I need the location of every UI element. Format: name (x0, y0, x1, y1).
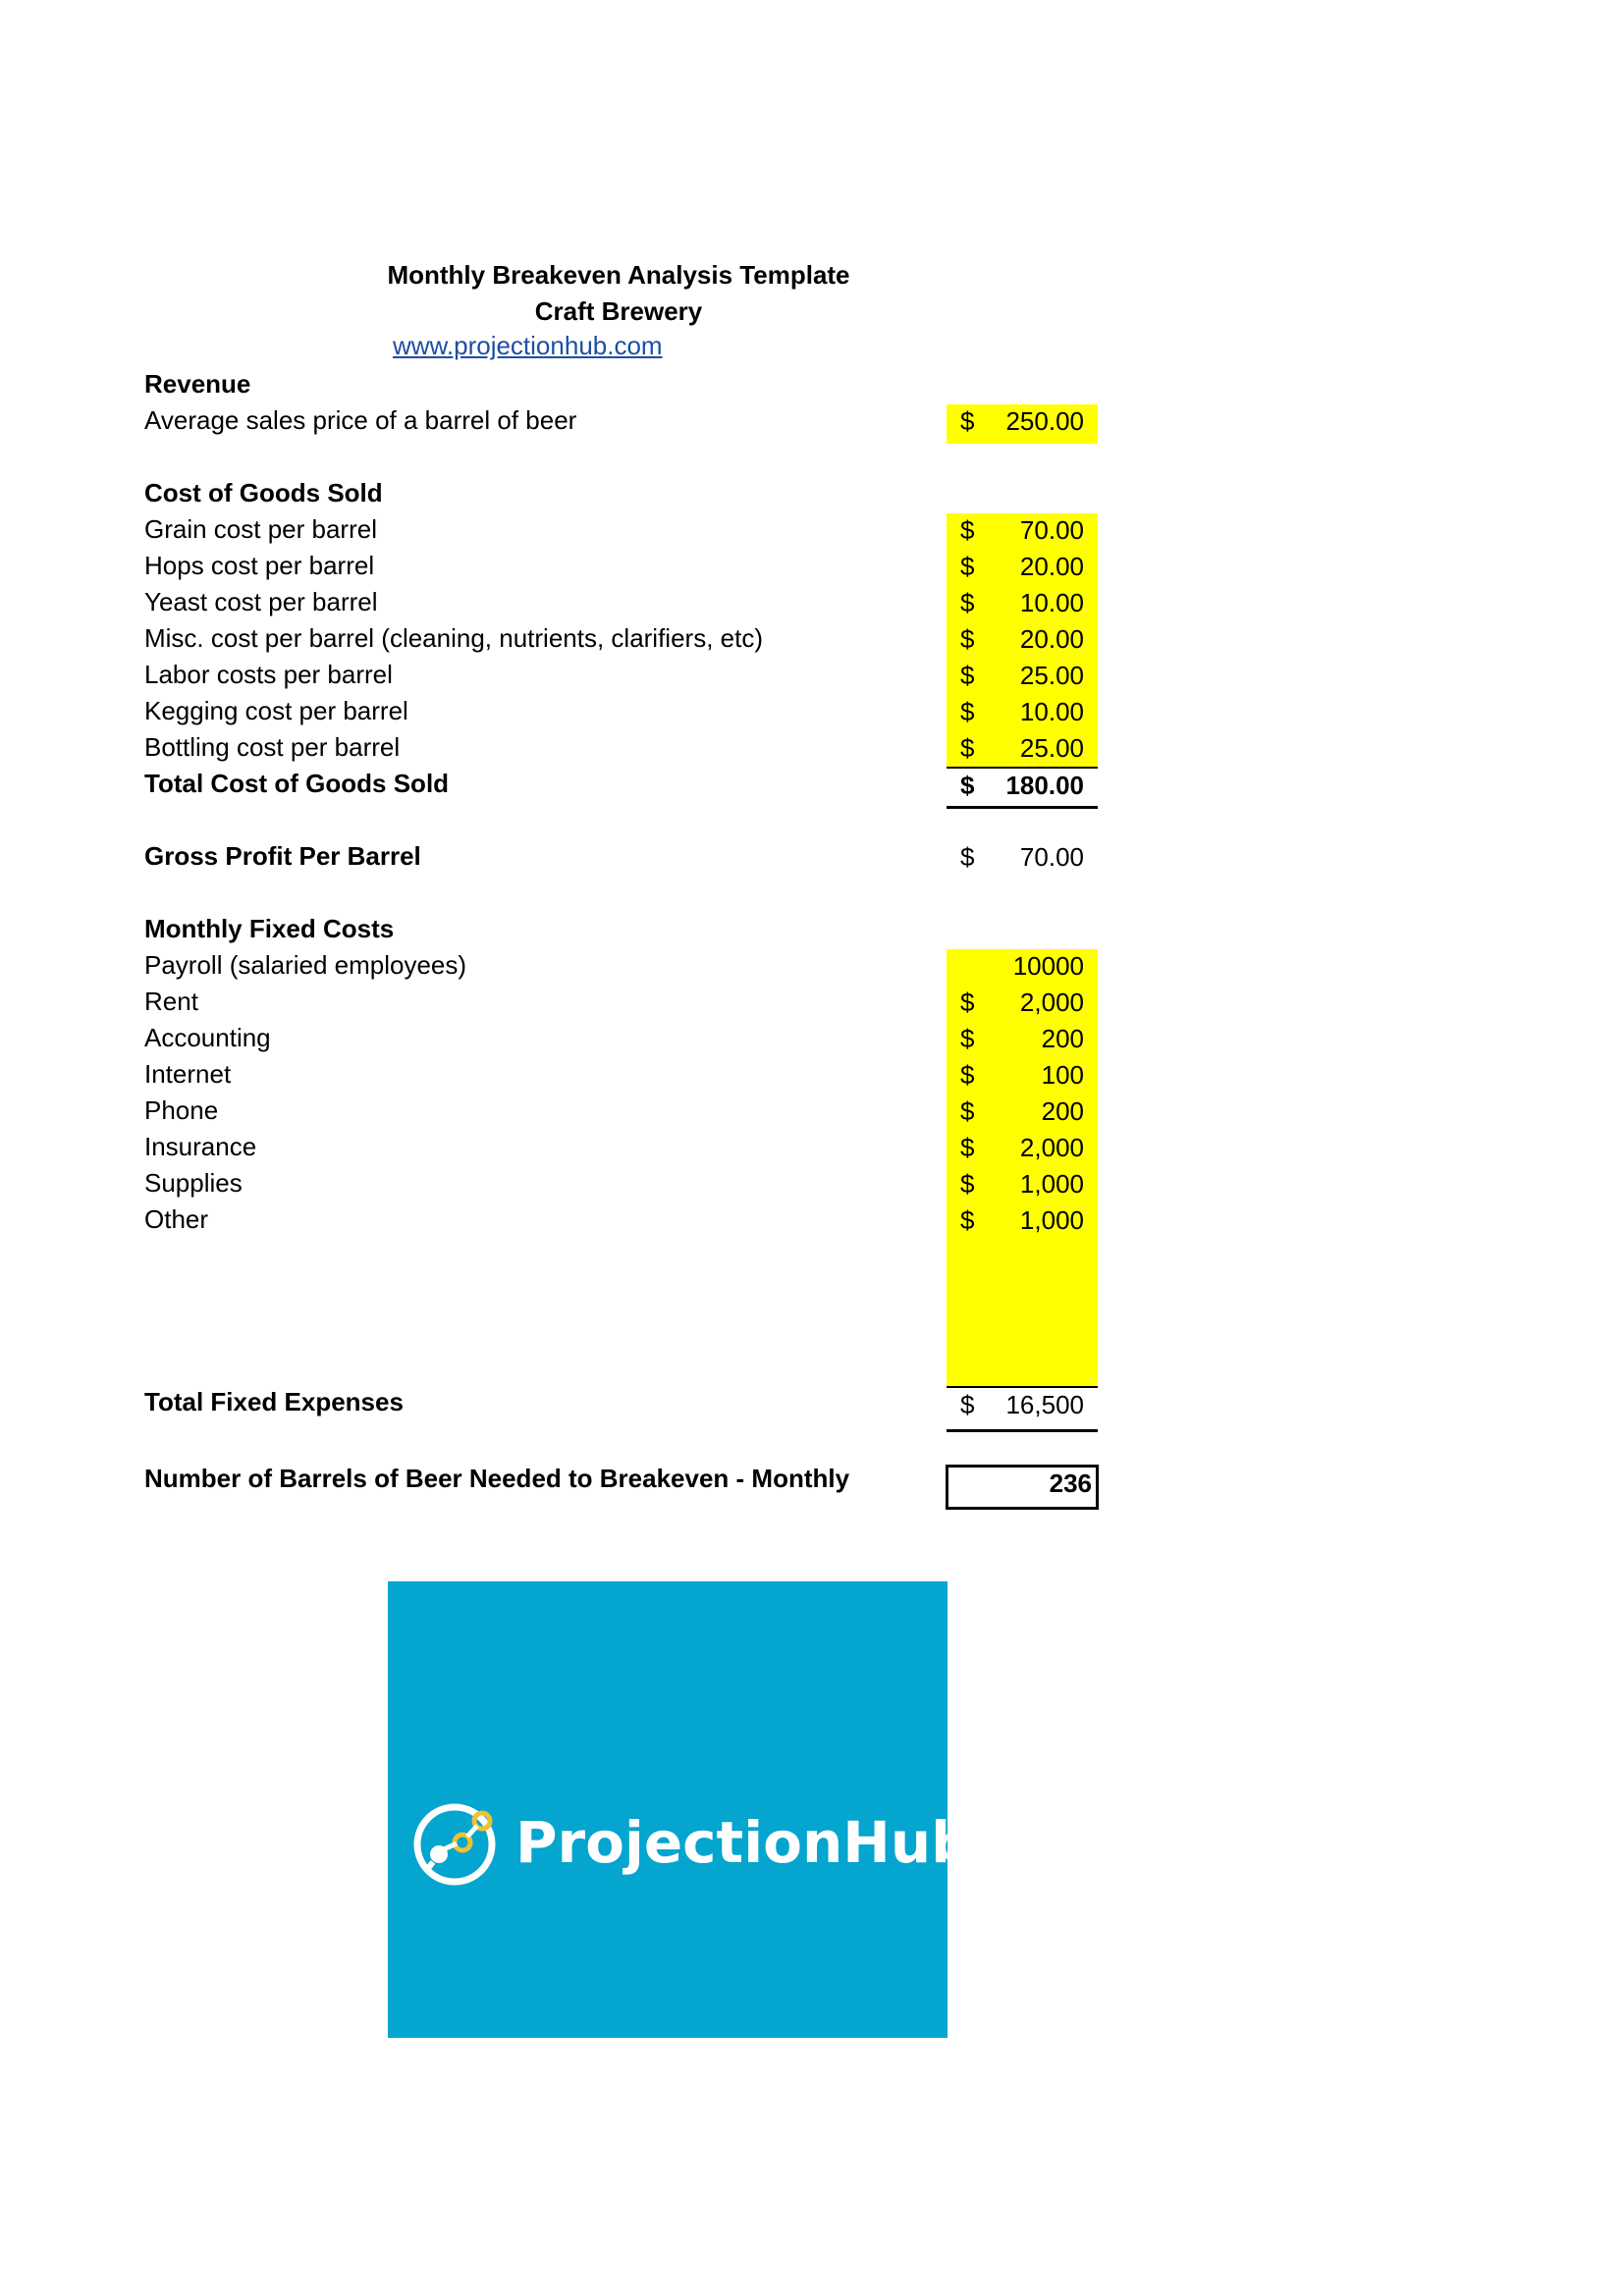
breakeven-value: 236 (1049, 1468, 1092, 1498)
cogs-item-label: Bottling cost per barrel (144, 732, 401, 762)
fixed-cost-value: 100 (1041, 1060, 1084, 1090)
cogs-item-label: Misc. cost per barrel (cleaning, nutrients, clarifiers, etc) (144, 623, 763, 653)
currency-symbol: $ (960, 842, 975, 872)
currency-symbol: $ (960, 552, 975, 581)
currency-symbol: $ (960, 733, 975, 763)
fixed-cost-cell[interactable] (947, 1167, 1098, 1203)
avg-price-cell[interactable] (947, 404, 1098, 444)
cogs-item-cell[interactable] (947, 695, 1098, 731)
cogs-item-label: Yeast cost per barrel (144, 587, 378, 616)
fixed-cost-cell[interactable] (947, 1203, 1098, 1240)
currency-symbol: $ (960, 1205, 975, 1235)
gross-profit-label: Gross Profit Per Barrel (144, 841, 421, 871)
cogs-total-label: Total Cost of Goods Sold (144, 769, 450, 798)
fixed-cost-label: Internet (144, 1059, 232, 1089)
website-link[interactable]: www.projectionhub.com (393, 331, 663, 360)
fixed-cost-value: 200 (1041, 1024, 1084, 1053)
cogs-total-cell (947, 767, 1098, 809)
fixed-cost-label: Supplies (144, 1168, 243, 1198)
avg-price-value: 250.00 (1005, 406, 1084, 436)
fixed-total-cell (947, 1386, 1098, 1432)
currency-symbol: $ (960, 1169, 975, 1199)
cogs-item-label: Labor costs per barrel (144, 660, 393, 689)
cogs-item-label: Grain cost per barrel (144, 514, 377, 544)
fixed-cost-cell[interactable] (947, 1131, 1098, 1167)
cogs-item-value: 20.00 (1019, 552, 1084, 581)
gross-profit-value: 70.00 (1019, 842, 1084, 872)
logo-text: ProjectionHub (515, 1809, 972, 1876)
fixed-costs-heading: Monthly Fixed Costs (144, 914, 395, 943)
cogs-item-value: 10.00 (1019, 697, 1084, 726)
cogs-item-cell[interactable] (947, 731, 1098, 768)
document-title: Monthly Breakeven Analysis Template (387, 260, 850, 290)
currency-symbol: $ (960, 406, 975, 436)
currency-symbol: $ (960, 771, 975, 800)
cogs-total-value: 180.00 (1005, 771, 1084, 800)
projectionhub-logo (388, 1581, 972, 2038)
fixed-cost-cell[interactable] (947, 1022, 1098, 1058)
document-subtitle: Craft Brewery (534, 296, 703, 326)
projectionhub-logo-icon (411, 1797, 502, 1888)
currency-symbol: $ (960, 624, 975, 654)
fixed-cost-value: 2,000 (1019, 1133, 1084, 1162)
currency-symbol: $ (960, 1133, 975, 1162)
fixed-cost-label: Rent (144, 987, 198, 1016)
cogs-item-value: 20.00 (1019, 624, 1084, 654)
fixed-cost-label: Insurance (144, 1132, 257, 1161)
breakeven-label: Number of Barrels of Beer Needed to Breakeven - Monthly (144, 1464, 850, 1493)
fixed-total-label: Total Fixed Expenses (144, 1387, 404, 1416)
fixed-cost-label: Other (144, 1204, 209, 1234)
cogs-item-cell[interactable] (947, 659, 1098, 695)
currency-symbol: $ (960, 1096, 975, 1126)
currency-symbol: $ (960, 588, 975, 617)
fixed-cost-value: 10000 (1012, 951, 1084, 981)
fixed-cost-label: Phone (144, 1095, 219, 1125)
currency-symbol: $ (960, 661, 975, 690)
fixed-total-value: 16,500 (1005, 1390, 1084, 1419)
cogs-item-cell[interactable] (947, 513, 1098, 550)
cogs-item-value: 70.00 (1019, 515, 1084, 545)
cogs-item-label: Kegging cost per barrel (144, 696, 408, 725)
currency-symbol: $ (960, 988, 975, 1017)
revenue-heading: Revenue (144, 369, 251, 399)
cogs-item-label: Hops cost per barrel (144, 551, 375, 580)
breakeven-result-box (946, 1465, 1099, 1510)
avg-price-label: Average sales price of a barrel of beer (144, 405, 577, 435)
fixed-cost-value: 2,000 (1019, 988, 1084, 1017)
currency-symbol: $ (960, 515, 975, 545)
fixed-cost-cell[interactable] (947, 1058, 1098, 1095)
cogs-item-cell[interactable] (947, 586, 1098, 622)
cogs-item-cell[interactable] (947, 550, 1098, 586)
fixed-cost-cell[interactable] (947, 986, 1098, 1022)
currency-symbol: $ (960, 697, 975, 726)
currency-symbol: $ (960, 1024, 975, 1053)
cogs-item-cell[interactable] (947, 622, 1098, 659)
cogs-item-value: 25.00 (1019, 661, 1084, 690)
cogs-item-value: 25.00 (1019, 733, 1084, 763)
fixed-cost-value: 1,000 (1019, 1169, 1084, 1199)
fixed-cost-cell[interactable] (947, 1095, 1098, 1131)
gross-profit-cell (947, 840, 1098, 877)
currency-symbol: $ (960, 1390, 975, 1419)
fixed-cost-label: Payroll (salaried employees) (144, 950, 467, 980)
cogs-heading: Cost of Goods Sold (144, 478, 383, 507)
logo-content (411, 1797, 972, 1888)
currency-symbol: $ (960, 1060, 975, 1090)
fixed-cost-value: 1,000 (1019, 1205, 1084, 1235)
fixed-cost-cell[interactable] (947, 949, 1098, 986)
fixed-cost-label: Accounting (144, 1023, 271, 1052)
fixed-cost-value: 200 (1041, 1096, 1084, 1126)
cogs-item-value: 10.00 (1019, 588, 1084, 617)
